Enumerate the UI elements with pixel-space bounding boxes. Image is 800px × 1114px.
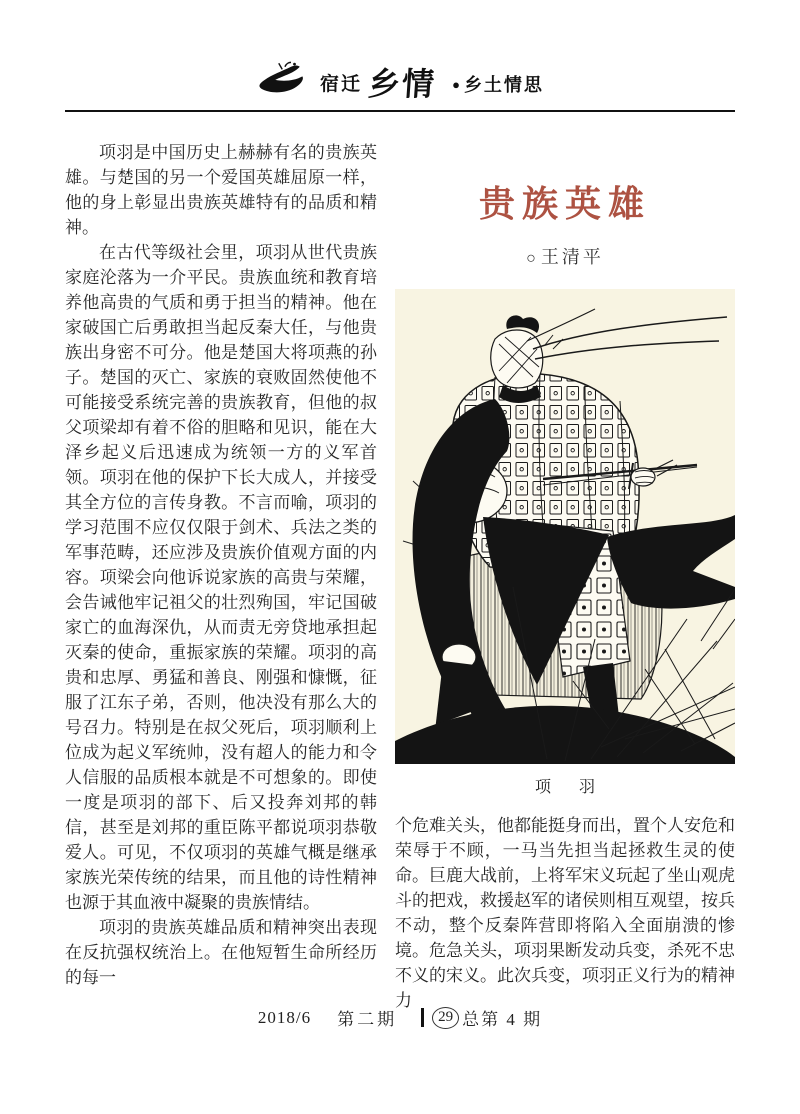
article-author: [395, 243, 735, 269]
paragraph: 在古代等级社会里，项羽从世代贵族家庭沦落为一介平民。贵族血统和教育培养他高贵的气质和勇于担当的精神。他在家破国亡后勇敢担当起反秦大任，与他贵族出身密不可分。他是楚国大将项燕的孙子。楚国的灭亡、家族的衰败固然使他不可能接受系统完善的贵族教育，但他的叔父项梁却有着不俗的胆略和见识，能在大泽乡起义后迅速成为统领一方的义军首领。项羽在他的保护下长大成人，并接受其全方位的言传身教。不言而喻，项羽的学习范围不应仅仅限于剑术、兵法之类的军事范畴，还应涉及贵族价值观方面的内容。项梁会向他诉说家族的高贵与荣耀，会告诫他牢记祖父的壮烈殉国，牢记国破家亡的血海深仇，从而责无旁贷地承担起灭秦的使命，重振家族的荣耀。项羽的高贵和忠厚、勇猛和善良、刚强和慷慨，征服了江东子弟，否则，他决没有那么大的号召力。特别是在叔父死后，项羽顺利上位成为起义军统帅，没有超人的能力和令人信服的品质根本就是不可想象的。即使一度是项羽的部下、后又投奔刘邦的韩信，甚至是刘邦的重臣陈平都说项羽恭敬爱人。可见，不仅项羽的英雄气概是继承家族光荣传统的结果，而且他的诗性精神也源于其血液中凝聚的贵族情结。: [65, 243, 377, 912]
footer-divider-bar: [421, 1008, 424, 1027]
page-header: [0, 0, 800, 112]
left-column: [65, 140, 377, 1013]
paragraph: 项羽是中国历史上赫赫有名的贵族英雄。与楚国的另一个爱国英雄屈原一样，他的身上彰显出贵族英雄特有的品质和精神。: [65, 143, 377, 237]
logo-prefix-text: 宿迁: [320, 74, 363, 95]
article-body: [65, 140, 735, 1013]
header-divider: [65, 110, 735, 112]
author-name: 王清平: [540, 247, 604, 267]
bullet-icon: ●: [452, 77, 460, 92]
logo-main-text: 乡情: [366, 66, 438, 102]
magazine-logo: [65, 58, 735, 100]
page-number-badge: 29: [432, 1007, 459, 1029]
page-footer: [0, 1005, 800, 1030]
footer-total-issue: 总第 4 期: [462, 1010, 543, 1029]
section-title: 乡土情思: [463, 75, 544, 95]
article-title: 贵族英雄: [478, 183, 651, 224]
footer-date: 2018/6: [257, 1007, 312, 1027]
right-column-text: [395, 813, 735, 1013]
author-mark: ○: [526, 250, 539, 267]
paragraph: 个危难关头，他都能挺身而出，置个人安危和荣辱于不顾，一马当先担当起拯救生灵的使命。巨鹿大战前，上将军宋义玩起了坐山观虎斗的把戏，救援赵军的诸侯则相互观望，按兵不动，整个反秦阵营即将陷入全面崩溃的惨境。危急关头，项羽果断发动兵变，杀死不忠不义的宋义。此次兵变，项羽正义行为的精神力: [395, 816, 735, 1010]
magazine-logo-icon: [256, 58, 312, 100]
xiangyu-illustration: [395, 289, 735, 764]
right-column: [395, 140, 735, 1013]
illustration-caption: 项 羽: [534, 779, 607, 796]
footer-issue: 第二期: [337, 1010, 398, 1029]
paragraph: 项羽的贵族英雄品质和精神突出表现在反抗强权统治上。在他短暂生命所经历的每一: [65, 918, 377, 987]
